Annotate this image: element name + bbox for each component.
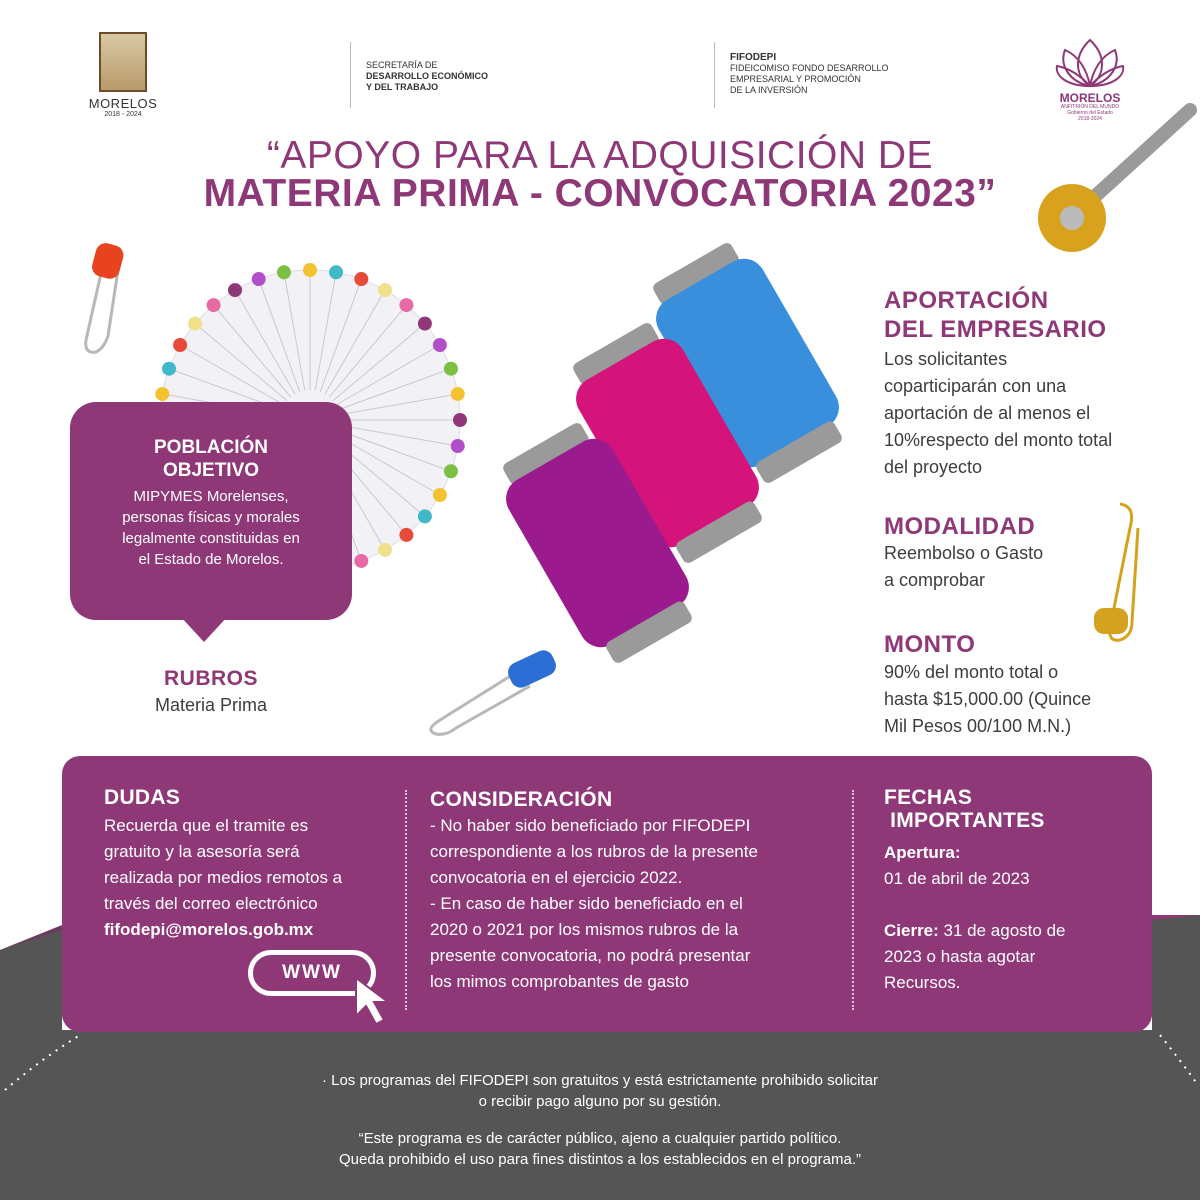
modalidad-text	[884, 540, 1043, 594]
footer-line2: o recibir pago alguno por su gestión.	[478, 1093, 722, 1110]
page-title-line1: “APOYO PARA LA ADQUISICIÓN DE	[266, 134, 934, 177]
secretaria-label	[366, 60, 488, 93]
monto-text	[884, 659, 1091, 740]
poblacion-line4: el Estado de Morelos.	[138, 551, 284, 568]
safety-pin-red-icon	[74, 240, 134, 360]
monto-line2: hasta $15,000.00 (Quince	[884, 689, 1092, 709]
consideracion-line2: correspondiente a los rubros de la presente	[430, 842, 758, 861]
aportacion-heading	[884, 286, 1107, 344]
morelos-logo-left	[78, 32, 168, 118]
modalidad-line1: Reembolso o Gasto	[884, 543, 1044, 563]
header-divider	[714, 42, 715, 108]
panel-divider	[405, 790, 407, 1010]
fifodepi-line3: DE LA INVERSIÓN	[730, 85, 808, 95]
footer-line3: “Este programa es de carácter público, ajeno a cualquier partido político.	[358, 1130, 842, 1147]
aportacion-line4: 10%respecto del monto total	[884, 430, 1113, 450]
footer-line1: · Los programas del FIFODEPI son gratuitos y está estrictamente prohibido solicitar	[321, 1072, 879, 1089]
logo-right-tag: ANFITRIÓN DEL MUNDO	[1060, 104, 1120, 110]
consideracion-line5: 2020 o 2021 por los mismos rubros de la	[430, 920, 739, 939]
cierre-label: Cierre:	[884, 921, 939, 940]
secretaria-line3: Y DEL TRABAJO	[366, 82, 439, 92]
poblacion-heading	[70, 436, 352, 482]
fifodepi-line1: FIDEICOMISO FONDO DESARROLLO	[730, 63, 889, 73]
rubros-heading: RUBROS	[163, 667, 258, 690]
consideracion-line7: los mimos comprobantes de gasto	[430, 972, 689, 991]
consideracion-line6: presente convocatoria, no podrá presentar	[430, 946, 751, 965]
cierre-line1: 31 de agosto de	[938, 921, 1066, 940]
dudas-line1: Recuerda que el tramite es	[104, 816, 309, 835]
dudas-line2: gratuito y la asesoría será	[104, 842, 300, 861]
dudas-heading: DUDAS	[104, 786, 181, 809]
logo-right-gov: Gobierno del Estado	[1067, 110, 1113, 116]
safety-pin-blue-icon	[420, 650, 570, 740]
consideracion-line3: convocatoria en el ejercicio 2022.	[430, 868, 683, 887]
www-button[interactable]: WWW	[248, 950, 376, 996]
poblacion-heading-line2: OBJETIVO	[162, 460, 260, 481]
fechas-heading-line1: FECHAS	[884, 786, 973, 809]
aportacion-line5: del proyecto	[884, 457, 983, 477]
footer-line4: Queda prohibido el uso para fines distintos a los establecidos en el programa.”	[339, 1151, 861, 1168]
fifodepi-label	[730, 52, 889, 96]
aportacion-text	[884, 346, 1112, 481]
monto-line1: 90% del monto total o	[884, 662, 1059, 682]
fifodepi-title: FIFODEPI	[730, 52, 777, 63]
aportacion-heading-line1: APORTACIÓN	[884, 287, 1049, 314]
aportacion-heading-line2: DEL EMPRESARIO	[884, 316, 1107, 343]
fechas-heading-line2: IMPORTANTES	[884, 809, 1045, 832]
header-divider	[350, 42, 351, 108]
footer-text	[0, 1070, 1200, 1170]
tracing-wheel-icon	[1030, 90, 1200, 260]
lotus-icon	[1055, 36, 1125, 88]
state-emblem-icon	[99, 32, 147, 92]
fechas-text	[884, 840, 1065, 996]
poblacion-line2: personas físicas y morales	[122, 509, 300, 526]
consideracion-line1: - No haber sido beneficiado por FIFODEPI	[430, 816, 751, 835]
fifodepi-line2: EMPRESARIAL Y PROMOCIÓN	[730, 74, 861, 84]
logo-right-name: MORELOS	[1059, 91, 1121, 105]
consideracion-heading: CONSIDERACIÓN	[430, 788, 613, 811]
consideracion-text	[430, 813, 758, 995]
logo-right-years: 2018-2024	[1078, 116, 1102, 122]
dudas-text	[104, 813, 342, 943]
secretaria-line1: SECRETARÍA DE	[366, 60, 438, 70]
poblacion-text	[92, 486, 330, 570]
modalidad-line2: a comprobar	[884, 570, 986, 590]
aportacion-line3: aportación de al menos el	[884, 403, 1091, 423]
modalidad-heading: MODALIDAD	[884, 513, 1036, 540]
apertura-date: 01 de abril de 2023	[884, 869, 1030, 888]
safety-pin-gold-icon	[1080, 498, 1160, 648]
dudas-line4: través del correo electrónico	[104, 894, 318, 913]
logo-left-name: MORELOS	[88, 96, 158, 111]
poblacion-line1: MIPYMES Morelenses,	[133, 488, 289, 505]
fechas-heading	[884, 786, 1045, 832]
cursor-icon	[352, 974, 402, 1028]
poblacion-heading-line1: POBLACIÓN	[154, 437, 268, 458]
dudas-line3: realizada por medios remotos a	[104, 868, 343, 887]
consideracion-line4: - En caso de haber sido beneficiado en el	[430, 894, 743, 913]
poblacion-bubble-tail	[180, 616, 228, 642]
cierre-line2: 2023 o hasta agotar	[884, 947, 1036, 966]
rubros-text: Materia Prima	[154, 695, 268, 715]
logo-left-years: 2018 - 2024	[104, 111, 142, 118]
dudas-email-link[interactable]: fifodepi@morelos.gob.mx	[104, 920, 314, 939]
aportacion-line2: coparticiparán con una	[884, 376, 1067, 396]
monto-line3: Mil Pesos 00/100 M.N.)	[884, 716, 1072, 736]
poblacion-line3: legalmente constituidas en	[122, 530, 300, 547]
panel-divider	[852, 790, 854, 1010]
page-title-line2: MATERIA PRIMA - CONVOCATORIA 2023”	[203, 172, 997, 215]
apertura-label: Apertura:	[884, 843, 961, 862]
monto-heading: MONTO	[884, 631, 976, 658]
cierre-line3: Recursos.	[884, 973, 961, 992]
secretaria-line2: DESARROLLO ECONÓMICO	[366, 71, 489, 81]
aportacion-line1: Los solicitantes	[884, 349, 1008, 369]
thread-spools-illustration	[480, 230, 880, 680]
